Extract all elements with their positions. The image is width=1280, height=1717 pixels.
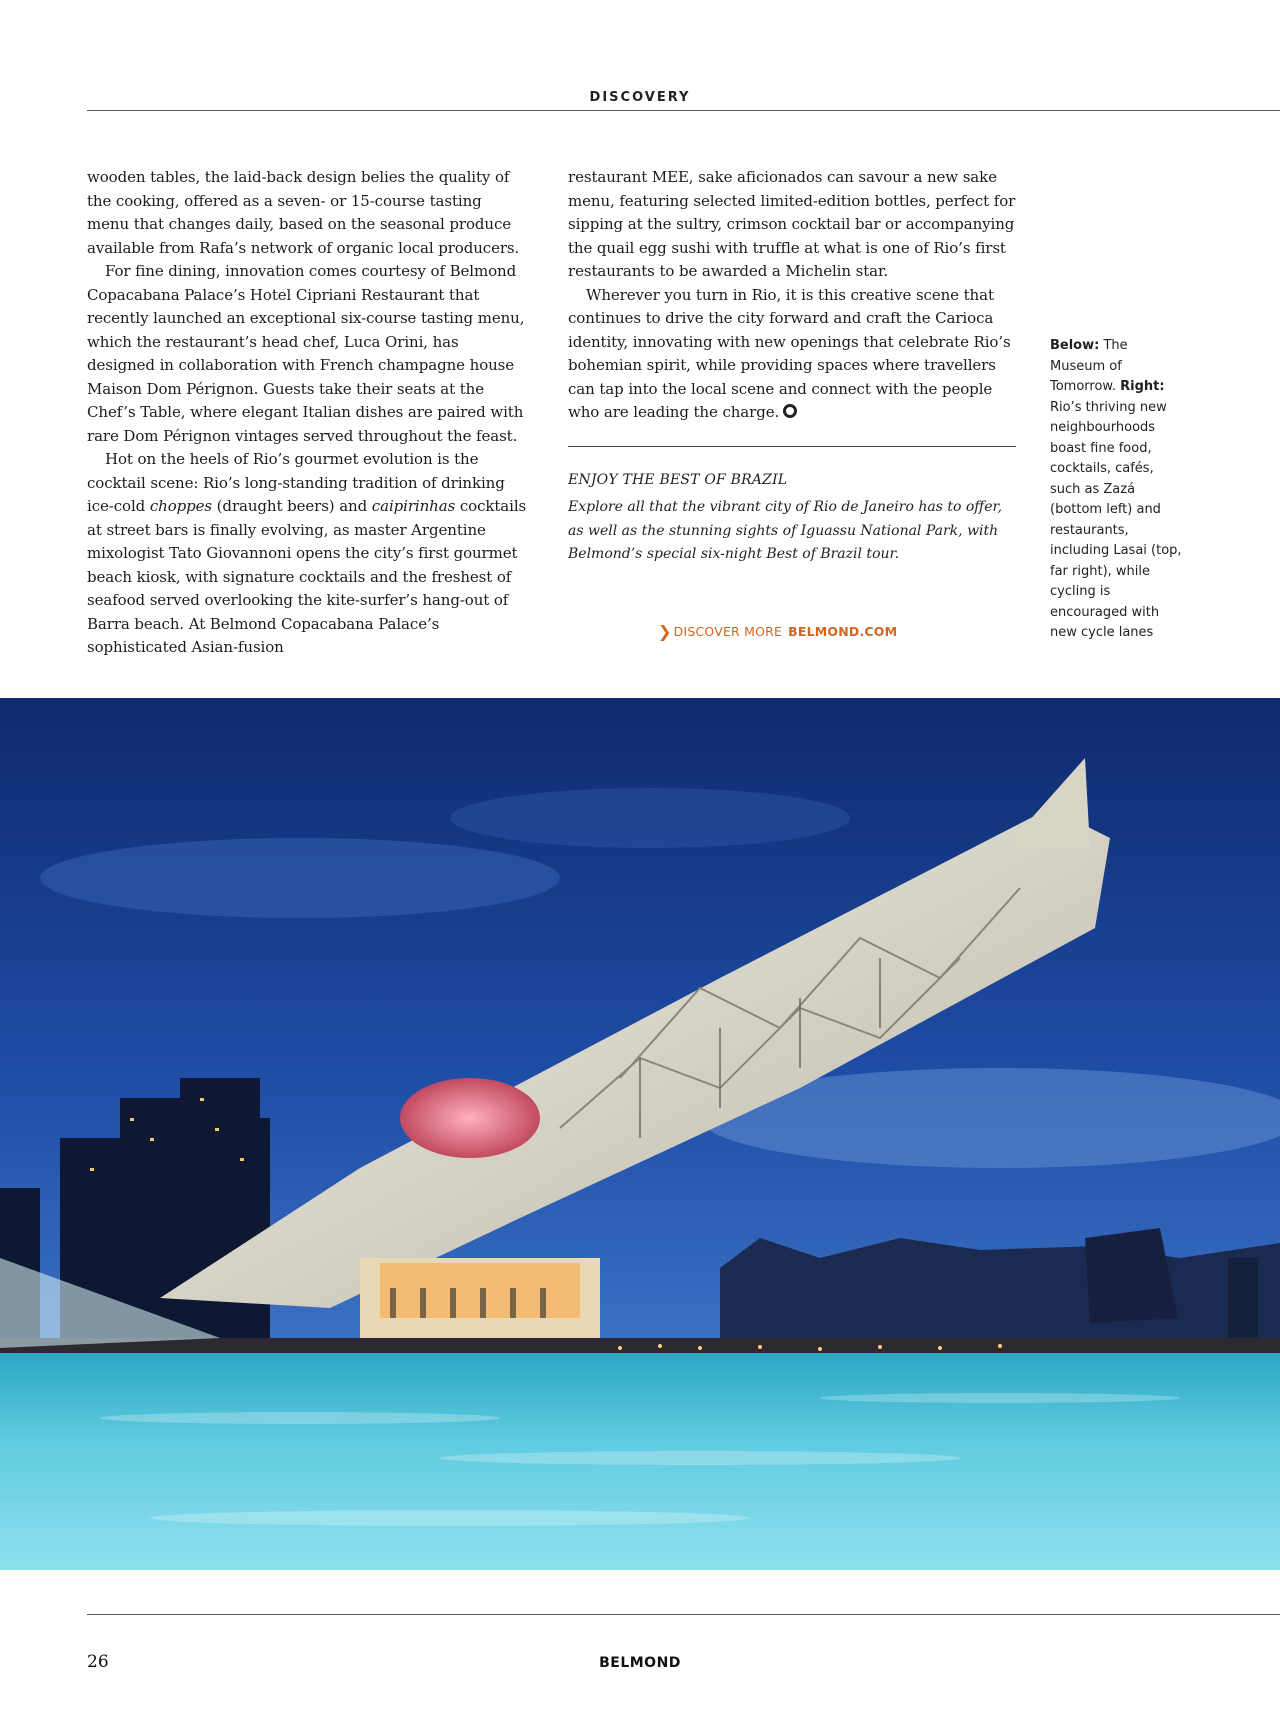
caption-label: Right: bbox=[1120, 379, 1165, 394]
paragraph: For fine dining, innovation comes courtesy of Belmond Copacabana Palace’s Hotel Cipriani Restaurant that recently launched an exceptional six-course tasting menu, which the restaurant’s head chef, Luca Orini, has designed in collaboration with French champagne house Maison Dom Pérignon. Guests take their seats at the Chef’s Table, where elegant Italian dishes are paired with rare Dom Pérignon vintages served throughout the feast. bbox=[87, 262, 525, 445]
text-run: Hot on the heels of Rio’s gourmet evolution is the cocktail scene: Rio’s long-standing tradition of drinking ice-cold bbox=[87, 450, 505, 515]
feature-box-rule bbox=[568, 446, 1016, 447]
italic-term: caipirinhas bbox=[371, 497, 456, 515]
end-mark-icon bbox=[783, 404, 797, 418]
page-number: 26 bbox=[87, 1652, 109, 1672]
discover-label: DISCOVER MORE bbox=[673, 624, 783, 639]
italic-term: choppes bbox=[149, 497, 213, 515]
caption-label: Below: bbox=[1050, 338, 1100, 353]
feature-box-body: Explore all that the vibrant city of Rio de Janeiro has to offer, as well as the stunning sights of Iguassu National Park, with Belmond’s special six-night Best of Brazil tour. bbox=[568, 499, 1003, 562]
caption-text: The Museum of Tomorrow. bbox=[1050, 338, 1128, 394]
article-column-2 bbox=[568, 166, 1018, 425]
chevron-right-icon: ❯ bbox=[658, 622, 672, 641]
text-run: (draught beers) and bbox=[212, 497, 372, 515]
paragraph bbox=[568, 284, 1018, 425]
footer-brand: BELMOND bbox=[599, 1655, 681, 1671]
article-column-1 bbox=[87, 166, 527, 660]
paragraph bbox=[87, 448, 527, 660]
footer-rule bbox=[87, 1614, 1280, 1615]
museum-of-tomorrow-photo bbox=[0, 698, 1280, 1570]
section-label: DISCOVERY bbox=[589, 90, 691, 105]
text-run: cocktails at street bars is finally evolving, as master Argentine mixologist Tato Giovannoni opens the city’s first gourmet beach kiosk, with signature cocktails and the freshest of seafood served overlooking the kite-surfer’s hang-out of Barra beach. At Belmond Copacabana Palace’s sophisticated Asian-fusion bbox=[87, 497, 527, 656]
discover-more-link[interactable] bbox=[658, 622, 897, 641]
feature-box-title: ENJOY THE BEST OF BRAZIL bbox=[568, 472, 788, 488]
text-run: Wherever you turn in Rio, it is this creative scene that continues to drive the city forward and craft the Carioca identity, innovating with new openings that celebrate Rio’s bohemian spirit, while providing spaces where travellers can tap into the local scene and connect with the people who are leading the charge. bbox=[568, 285, 1011, 421]
header-rule bbox=[87, 110, 1280, 111]
paragraph: wooden tables, the laid-back design belies the quality of the cooking, offered as a seven- or 15-course tasting menu that changes daily, based on the seasonal produce available from Rafa’s network of organic local producers. bbox=[87, 168, 520, 257]
photo-caption bbox=[1050, 336, 1185, 644]
website-link[interactable]: BELMOND.COM bbox=[788, 624, 898, 639]
paragraph: restaurant MEE, sake aficionados can savour a new sake menu, featuring selected limited-edition bottles, perfect for sipping at the sultry, crimson cocktail bar or accompanying the quail egg sushi with truffle at what is one of Rio’s first restaurants to be awarded a Michelin star. bbox=[568, 168, 1016, 280]
caption-text: Rio’s thriving new neighbourhoods boast fine food, cocktails, cafés, such as Zazá (bottom left) and restaurants, including Lasai (top, far right), while cycling is encouraged with new cycle lanes bbox=[1050, 399, 1182, 640]
